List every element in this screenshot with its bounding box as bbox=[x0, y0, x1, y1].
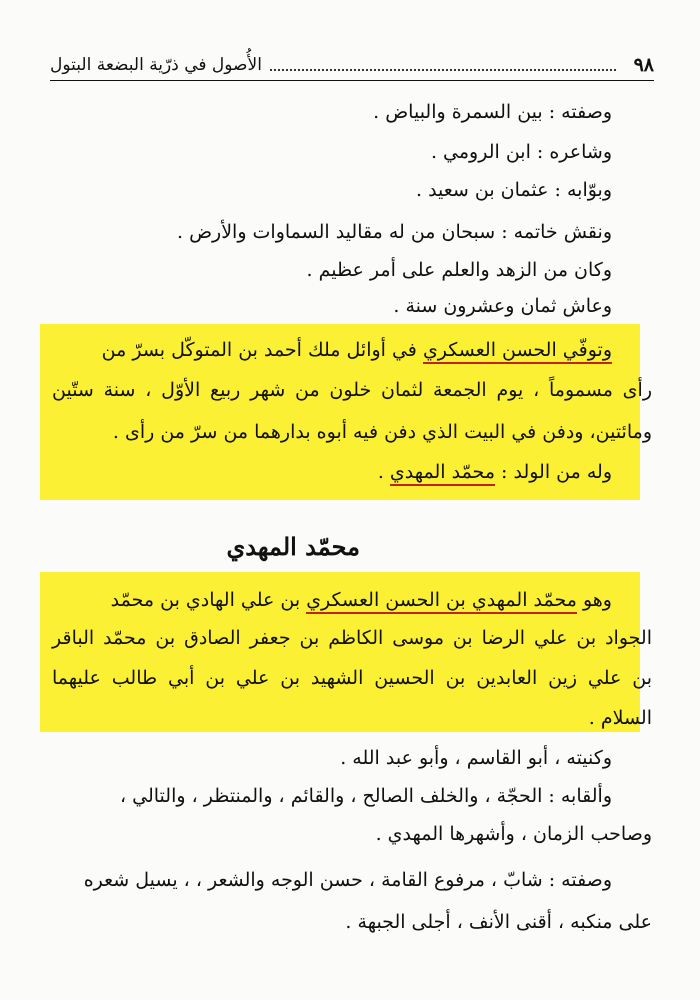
text-line: وبوّابه : عثمان بن سعيد . bbox=[415, 179, 612, 201]
page-header bbox=[50, 50, 654, 81]
text-line: ومائتين، ودفن في البيت الذي دفن فيه أبوه بدارهما من سرّ من رأى . bbox=[112, 421, 652, 443]
header-leader-dots bbox=[270, 59, 616, 71]
text-line: وصاحب الزمان ، وأشهرها المهدي . bbox=[375, 823, 652, 845]
underlined-name: محمّد المهدي bbox=[390, 461, 495, 486]
text-line: وكان من الزهد والعلم على أمر عظيم . bbox=[306, 259, 612, 281]
text-line: الجواد بن علي الرضا بن موسى الكاظم بن جعفر الصادق بن محمّد الباقر bbox=[52, 627, 652, 649]
text-segment: وله من الولد : bbox=[495, 461, 612, 483]
underlined-name: وتوفّي الحسن العسكري bbox=[423, 339, 612, 364]
text-segment: وهو bbox=[576, 589, 612, 611]
section-heading: محمّد المهدي bbox=[226, 532, 360, 561]
text-line bbox=[40, 454, 612, 490]
text-line: بن علي زين العابدين بن الحسين الشهيد بن علي بن أبي طالب عليهما bbox=[52, 667, 652, 689]
text-line: على منكبه ، أقنى الأنف ، أجلى الجبهة . bbox=[345, 911, 652, 933]
text-line bbox=[52, 332, 612, 368]
text-line: وكنيته ، أبو القاسم ، وأبو عبد الله . bbox=[340, 747, 612, 769]
text-line: وصفته : شابّ ، مرفوع القامة ، حسن الوجه والشعر ، ، يسيل شعره bbox=[83, 869, 612, 891]
underlined-name: محمّد المهدي بن الحسن العسكري bbox=[306, 589, 577, 614]
text-line: رأى مسموماً ، يوم الجمعة لثمان خلون من شهر ربيع الأوّل ، سنة ستّين bbox=[52, 379, 652, 401]
text-line: السلام . bbox=[588, 707, 652, 729]
text-segment: في أوائل ملك أحمد بن المتوكّل بسرّ من bbox=[101, 339, 423, 361]
text-line: وصفته : بين السمرة والبياض . bbox=[373, 101, 612, 123]
text-line: وألقابه : الحجّة ، والخلف الصالح ، والقائم ، والمنتظر ، والتالي ، bbox=[119, 785, 612, 807]
page-number: ٩٨ bbox=[633, 54, 654, 76]
text-segment: بن علي الهادي بن محمّد bbox=[110, 589, 307, 611]
text-line: وشاعره : ابن الرومي . bbox=[430, 141, 612, 163]
text-line bbox=[52, 582, 612, 618]
text-segment: . bbox=[377, 461, 390, 483]
text-line: وعاش ثمان وعشرون سنة . bbox=[393, 295, 612, 317]
text-line: ونقش خاتمه : سبحان من له مقاليد السماوات والأرض . bbox=[176, 221, 612, 243]
running-title: الأُصول في ذرّية البضعة البتول bbox=[50, 55, 262, 75]
